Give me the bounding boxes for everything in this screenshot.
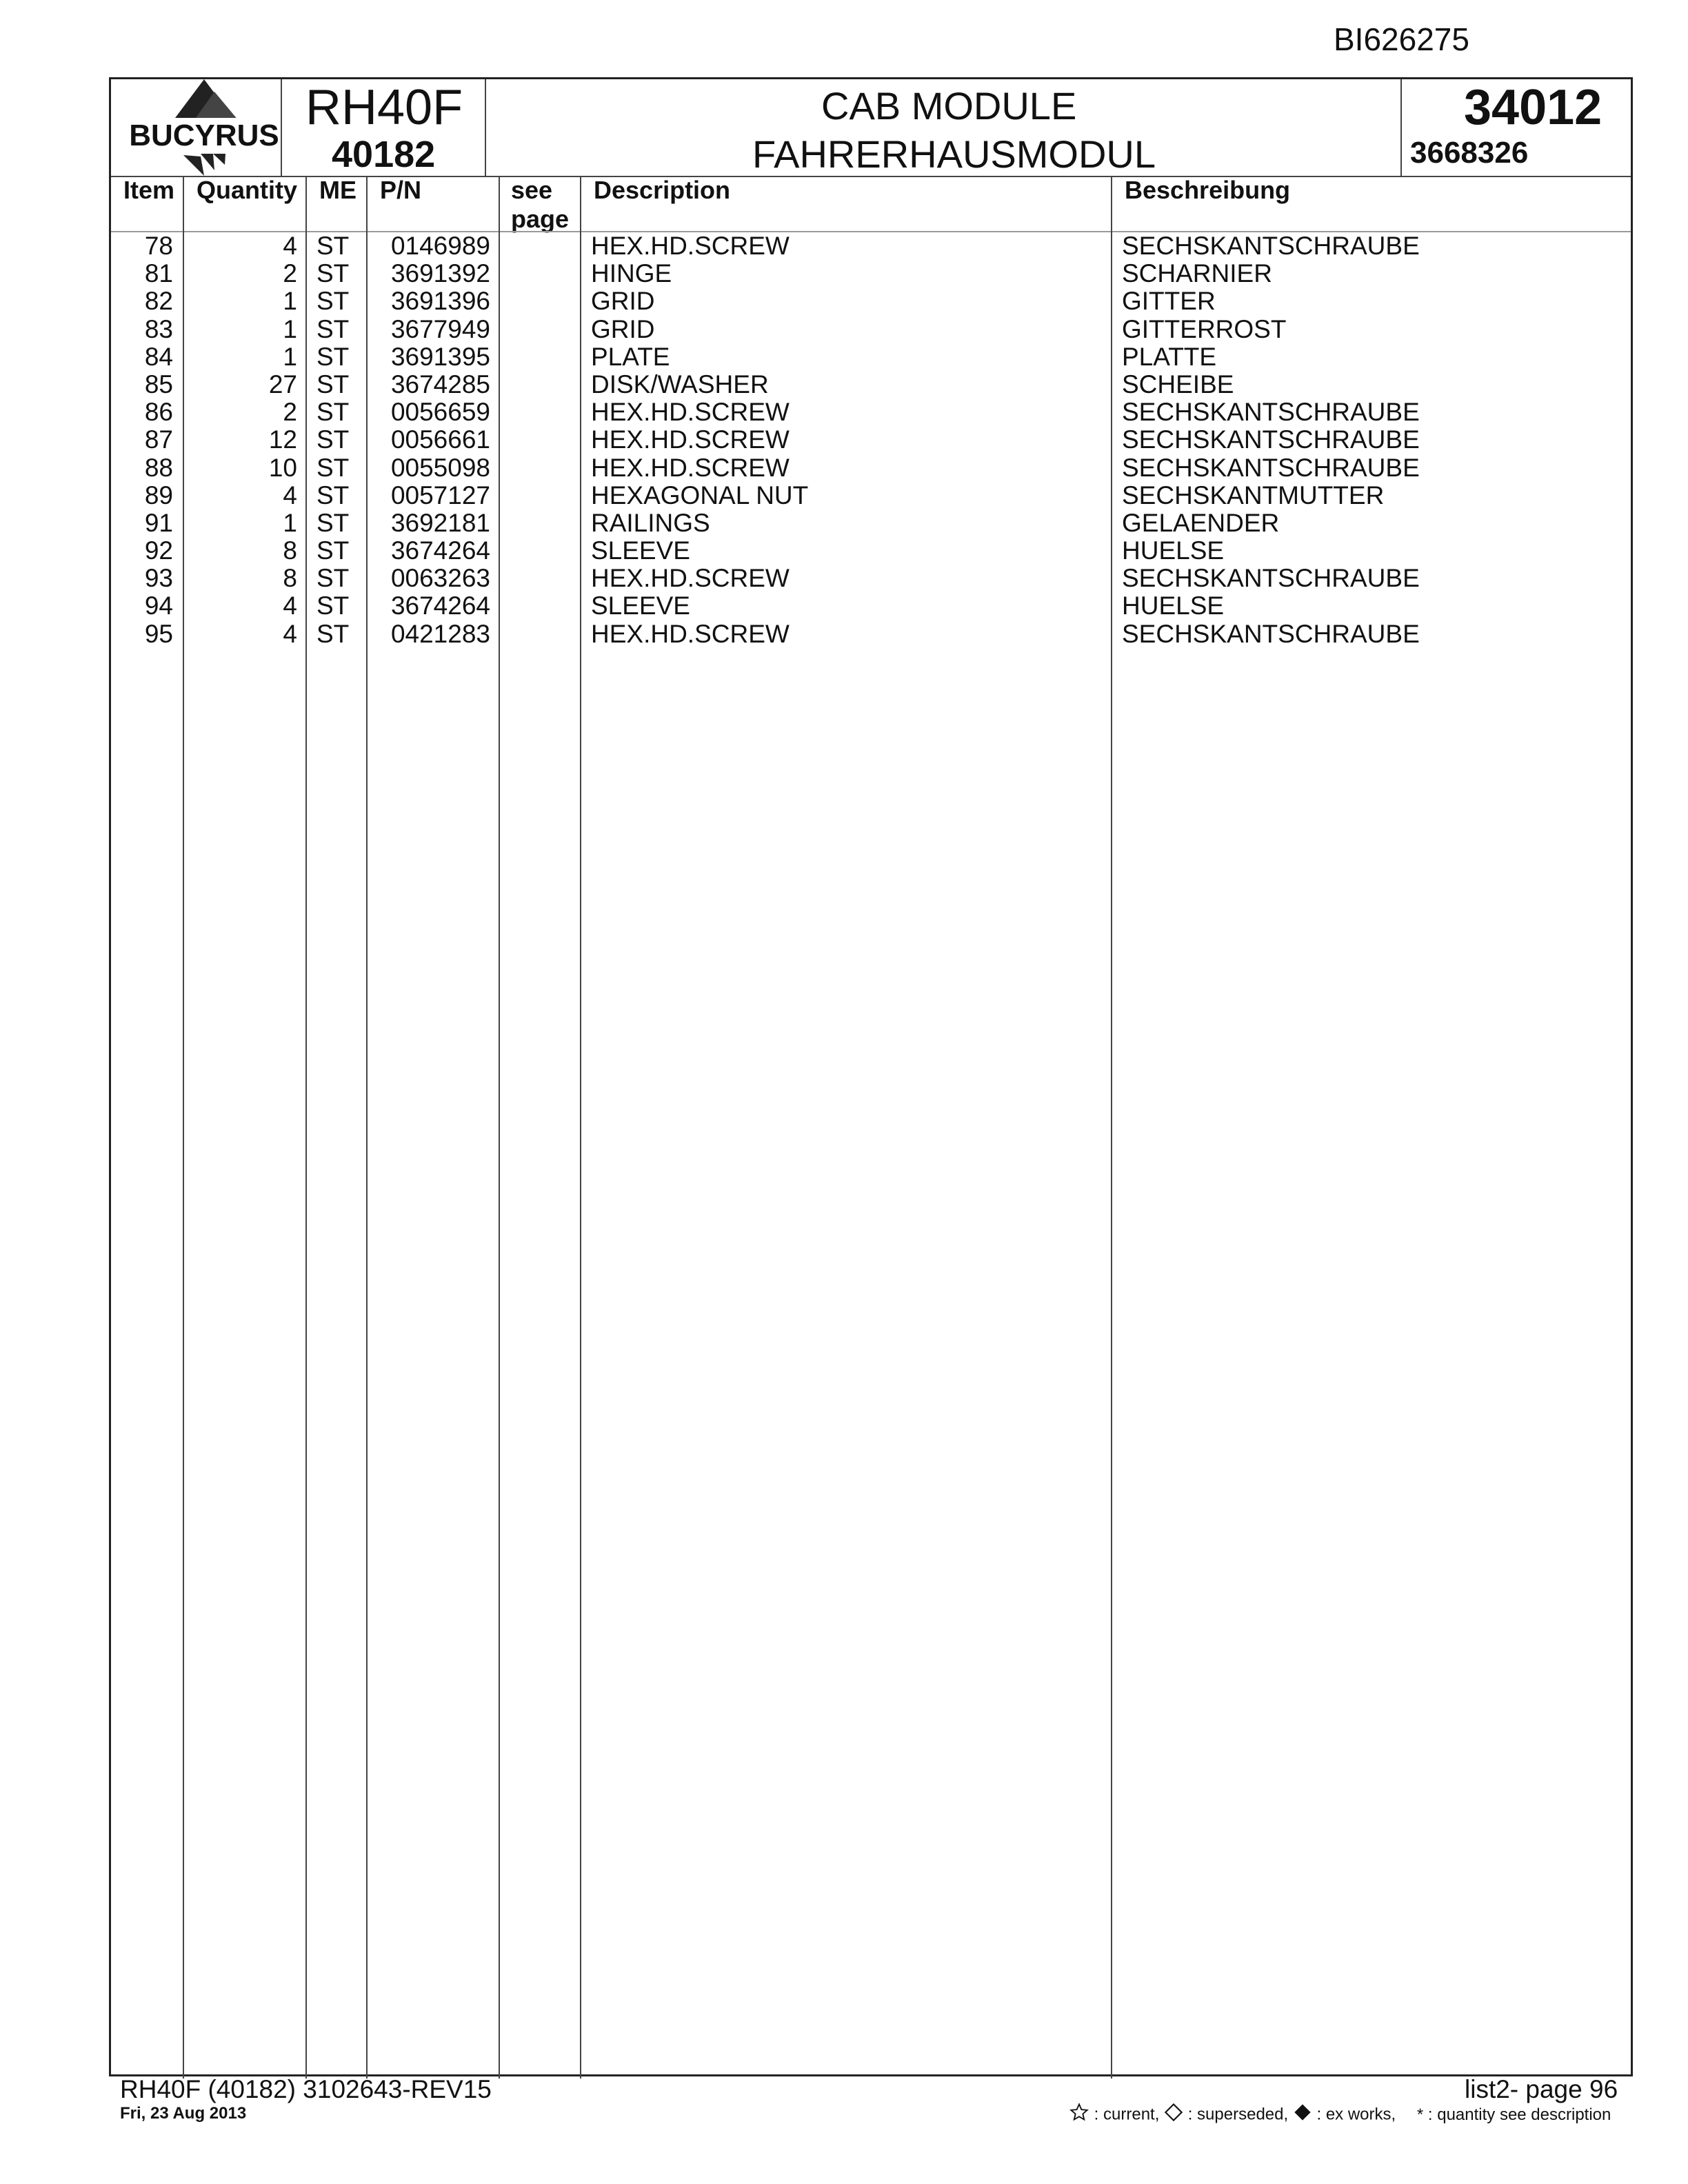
col-header-me: ME — [319, 176, 356, 204]
group-number: 34012 — [1464, 80, 1602, 135]
col-header-pn: P/N — [380, 176, 422, 204]
parts-table-body — [111, 232, 1631, 648]
table-row: 88 10 ST 0055098 HEX.HD.SCREW SECHSKANTSCHRAUBE — [144, 453, 1420, 482]
footer-legend: : current, : superseded, : ex works, * : quantity see description — [1069, 2103, 1611, 2127]
table-row: 92 8 ST 3674264 SLEEVE HUELSE — [144, 536, 1225, 565]
table-row: 93 8 ST 0063263 HEX.HD.SCREW SECHSKANTSCHRAUBE — [144, 564, 1420, 593]
table-row: 86 2 ST 0056659 HEX.HD.SCREW SECHSKANTSCHRAUBE — [144, 398, 1420, 427]
assembly-part-number: 3668326 — [1410, 136, 1529, 170]
footer-page-number: list2- page 96 — [1465, 2075, 1618, 2103]
title-german: FAHRERHAUSMODUL — [752, 132, 1156, 176]
col-header-beschreibung: Beschreibung — [1125, 176, 1291, 204]
col-header-item: Item — [123, 176, 175, 204]
parts-list-sheet — [109, 77, 1633, 2076]
diamond-filled-icon — [1293, 2107, 1312, 2126]
col-header-quantity: Quantity — [197, 176, 298, 204]
star-outline-icon — [1069, 2107, 1089, 2126]
diamond-outline-icon — [1164, 2107, 1183, 2126]
table-row: 85 27 ST 3674285 DISK/WASHER SCHEIBE — [144, 370, 1234, 398]
svg-text:BUCYRUS: BUCYRUS — [129, 119, 279, 152]
bucyrus-logo — [118, 79, 290, 176]
table-row: 82 1 ST 3691396 GRID GITTER — [144, 287, 1216, 316]
machine-serial: 40182 — [332, 134, 436, 175]
table-row: 78 4 ST 0146989 HEX.HD.SCREW SECHSKANTSCHRAUBE — [144, 232, 1420, 260]
table-row: 87 12 ST 0056661 HEX.HD.SCREW SECHSKANTSCHRAUBE — [144, 425, 1420, 454]
col-header-see-page: see page — [511, 176, 570, 233]
table-row: 84 1 ST 3691395 PLATE PLATTE — [144, 342, 1217, 371]
table-row: 91 1 ST 3692181 RAILINGS GELAENDER — [144, 508, 1280, 537]
table-row: 95 4 ST 0421283 HEX.HD.SCREW SECHSKANTSCHRAUBE — [144, 619, 1420, 648]
col-header-description: Description — [594, 176, 731, 204]
title-english: CAB MODULE — [821, 84, 1077, 128]
table-row: 89 4 ST 0057127 HEXAGONAL NUT SECHSKANTMUTTER — [144, 481, 1385, 509]
document-id: BI626275 — [1334, 21, 1469, 57]
footer-document-reference: RH40F (40182) 3102643-REV15 — [120, 2075, 492, 2103]
table-row: 94 4 ST 3674264 SLEEVE HUELSE — [144, 592, 1225, 620]
table-row: 83 1 ST 3677949 GRID GITTERROST — [144, 314, 1287, 343]
footer-date: Fri, 23 Aug 2013 — [120, 2104, 247, 2123]
machine-model: RH40F — [305, 80, 463, 135]
table-row: 81 2 ST 3691392 HINGE SCHARNIER — [144, 259, 1272, 288]
